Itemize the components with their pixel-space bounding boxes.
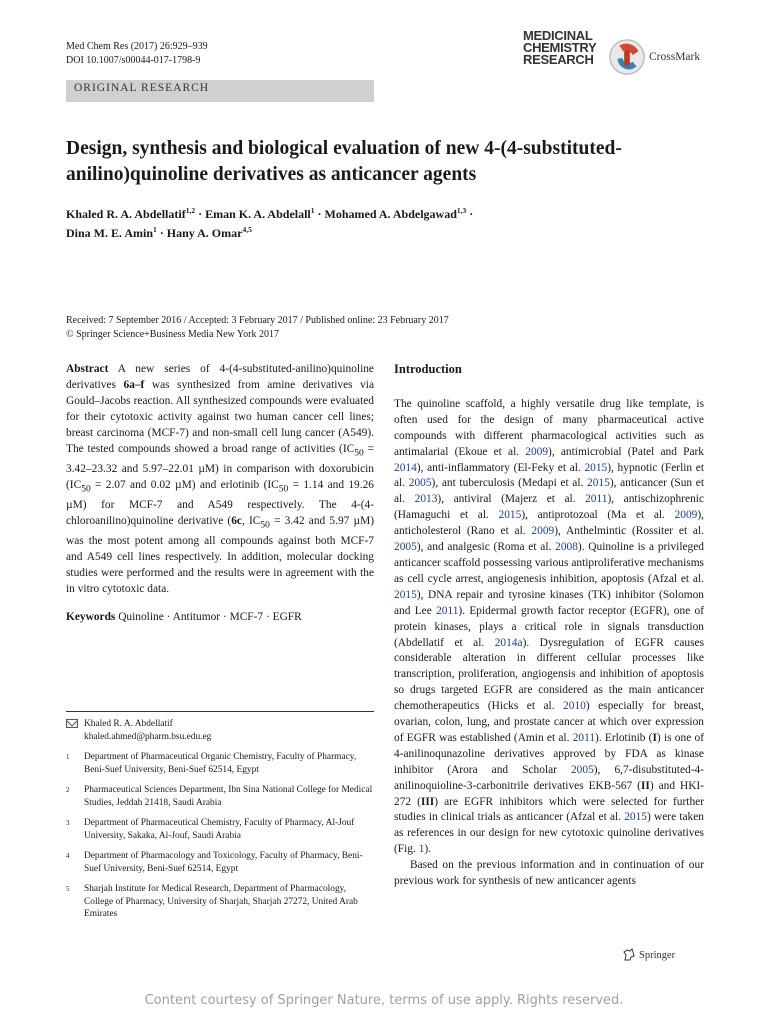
affiliation-item: [66, 817, 374, 842]
affiliation-text: Department of Pharmacology and Toxicology, Faculty of Pharmacy, Beni-Suef University, Beni-Suef 62514, Egypt: [84, 851, 363, 874]
footnotes: [66, 718, 374, 929]
affiliation-ref: 4,5: [242, 225, 252, 234]
citation-link[interactable]: 2015: [584, 461, 608, 474]
subscript: 50: [354, 447, 364, 458]
citation-link[interactable]: 2015: [394, 588, 417, 601]
history-line: Received: 7 September 2016 / Accepted: 3 February 2017 / Published online: 23 February 2017: [66, 315, 449, 326]
subscript: 50: [278, 483, 289, 494]
envelope-icon: [66, 719, 78, 728]
courtesy-notice: Content courtesy of Springer Nature, terms of use apply. Rights reserved.: [144, 993, 624, 1008]
paragraph-text: ), antiprotozoal (Ma et al.: [521, 509, 675, 522]
paragraph-text: ), antimicrobial (Patel and Park: [548, 445, 704, 458]
author-separator: ·: [314, 207, 325, 221]
compound-label: 6a–f: [123, 378, 145, 391]
affiliation-item: [66, 751, 374, 776]
affiliation-ref: 1,3: [456, 206, 467, 215]
paragraph-text: ), anti-inflammatory (El-Feky et al.: [416, 461, 585, 474]
author-name[interactable]: Mohamed A. Abdelgawad: [324, 207, 457, 221]
article-type: ORIGINAL RESEARCH: [74, 82, 210, 94]
introduction-paragraph: [394, 397, 704, 858]
paragraph-text: ), Anthelmintic (Rossiter et al.: [554, 525, 704, 538]
doi[interactable]: DOI 10.1007/s00044-017-1798-9: [66, 55, 201, 66]
author-line-2: [66, 222, 626, 241]
citation-link[interactable]: 2005: [394, 541, 417, 554]
affiliation-ref: 1: [153, 225, 157, 234]
citation-link[interactable]: 1: [418, 843, 425, 856]
abstract-text: = 3.42–23.32 and 5.97–22.01 µM) in comparison with doxorubicin (IC: [66, 442, 374, 491]
crossmark-label[interactable]: CrossMark: [649, 51, 701, 63]
author-name[interactable]: Hany A. Omar: [166, 226, 243, 240]
journal-logo: [523, 30, 596, 66]
paragraph-text: ) especially for breast, ovarian, colon, lung, and prostate cancer at which over expression of EGFR was established (Amin et al.: [394, 700, 704, 744]
citation-link[interactable]: 2005: [408, 477, 432, 490]
citation-link[interactable]: 2010: [563, 700, 586, 713]
keywords-text: Quinoline · Antitumor · MCF-7 · EGFR: [115, 610, 302, 623]
citation-link[interactable]: 2011: [585, 493, 608, 506]
citation-link[interactable]: 2009: [531, 525, 555, 538]
abstract-text: = 2.07 and 0.02 µM) and erlotinib (IC: [90, 478, 279, 491]
paragraph-text: ), antiviral (Majerz et al.: [437, 493, 586, 506]
affiliation-number: 1: [66, 753, 70, 761]
compound-label: 6c: [231, 514, 242, 527]
paragraph-text: ), anticholesterol (Rano et al.: [394, 509, 704, 538]
affiliation-list: [66, 751, 374, 921]
affiliation-ref: 1,2: [185, 206, 196, 215]
section-heading: Introduction: [394, 362, 462, 376]
subscript: 50: [81, 483, 91, 494]
paragraph-text: ). Dysregulation of EGFR causes considerable alteration in different cellular processes like transcription, proliferation, angiogensis and inhibition of apoptosis so drugs targeted EGFR are considered as the main anticancer chemotherapeutics (Hicks et al.: [394, 636, 704, 713]
affiliation-number: 5: [66, 885, 70, 893]
paragraph-text: ) were taken as references in our design for new cytotoxic quinoline derivatives (Fig.: [394, 811, 704, 856]
keywords-label: Keywords: [66, 610, 116, 623]
paragraph-text: ).: [424, 843, 432, 856]
affiliation-ref: 1: [310, 206, 315, 215]
journal-citation: [66, 40, 208, 68]
paragraph-text: ). Quinoline is a privileged anticancer scaffold possessing various antiproliferative mechanisms as cell cycle arrest, angiogenesis inhibition, apoptosis (Afzal et al.: [394, 541, 704, 585]
citation-link[interactable]: 2015: [624, 811, 647, 824]
abstract: [66, 362, 374, 598]
citation-link[interactable]: 2014a: [494, 636, 523, 649]
abstract-column: [66, 362, 374, 625]
paragraph-text: ), 6,7-disubstituted-4-anilinoquioline-3-carbonitrile derivatives EKB-567 (: [394, 763, 704, 792]
abstract-text: = 1.14 and 19.26 µM) for MCF-7 and A549 respectively. The 4-(4-chloroanilino)quinoline derivative (: [66, 478, 374, 527]
correspondence: [66, 718, 374, 743]
citation-link[interactable]: 2011: [572, 731, 596, 744]
abstract-text: = 3.42 and 5.97 µM) was the most potent among all compounds against both MCF-7 and A549 cell lines respectively. In addition, molecular docking studies were performed and the results were in agreement with the in vitro cytotoxic data.: [66, 514, 374, 595]
affiliation-item: [66, 883, 374, 921]
author-separator: ·: [195, 207, 206, 221]
affiliation-item: [66, 784, 374, 809]
author-name[interactable]: Eman K. A. Abdelall: [205, 207, 311, 221]
compound-label: I: [652, 731, 657, 744]
abstract-text: was synthesized from amine derivatives via Gould–Jacobs reaction. All synthesized compounds were evaluated for their cytotoxic activity against two human cancer cell lines; breast carcinoma (MCF-7) and non-small cell lung cancer (A549). The tested compounds showed a broad range of activities (IC: [66, 378, 374, 455]
springer-horse-icon: [622, 948, 636, 962]
affiliation-number: 4: [66, 852, 70, 860]
paragraph-text: ) and HKI-272 (: [394, 779, 705, 808]
citation-link[interactable]: 2015: [587, 477, 610, 490]
citation-link[interactable]: 2014: [394, 461, 417, 474]
paragraph-text: ), hypnotic (Ferlin et al.: [394, 461, 704, 490]
paragraph-text: ) are EGFR inhibitors which were selected for further studies in clinical trials as anticancer (Afzal et al.: [394, 795, 705, 824]
affiliation-item: [66, 850, 374, 875]
publisher-mark: [622, 948, 675, 962]
citation-link[interactable]: 2009: [525, 445, 549, 458]
paragraph-text: ), antischizophrenic (Hamaguchi et al.: [394, 493, 704, 522]
affiliation-text: Department of Pharmaceutical Organic Chemistry, Faculty of Pharmacy, Beni-Suef University, Beni-Suef 62514, Egypt: [84, 752, 357, 775]
keywords: [66, 610, 374, 626]
copyright-line: © Springer Science+Business Media New York 2017: [66, 329, 279, 340]
affiliation-number: 2: [66, 786, 70, 794]
paragraph-text: ), ant tuberculosis (Medapi et al.: [431, 477, 588, 490]
abstract-text: , IC: [242, 514, 261, 527]
author-list: [66, 203, 626, 241]
article-title: Design, synthesis and biological evaluation of new 4-(4-substituted-anilino)quinoline derivatives as anticancer agents: [66, 138, 622, 185]
paragraph-text: ). Epidermal growth factor receptor (EGFR), one of protein kinases, plays a critical role in signals transduction (Abdellatif et al.: [394, 604, 705, 649]
abstract-label: Abstract: [66, 363, 109, 375]
paragraph-text: The quinoline scaffold, a highly versatile drug like template, is often used for the design of many pharmaceutical active compounds with different pharmacological activities such as antimalarial (Ekoue et al.: [394, 397, 704, 458]
paragraph-text: ). Erlotinib (: [595, 731, 653, 744]
affiliation-text: Department of Pharmaceutical Chemistry, Faculty of Pharmacy, Al-Jouf University, Sakaka, Al-Jouf, Saudi Arabia: [84, 818, 355, 841]
compound-label: III: [420, 795, 435, 808]
footnote-divider: [66, 711, 374, 712]
article-type-band: [66, 80, 374, 102]
author-name[interactable]: Dina M. E. Amin: [66, 226, 154, 240]
abstract-text: A new series of 4-(4-substituted-anilino)quinoline derivatives: [66, 363, 374, 391]
journal-line: Med Chem Res (2017) 26:929–939: [66, 41, 208, 52]
author-name[interactable]: Khaled R. A. Abdellatif: [66, 207, 186, 221]
logo-line: CHEMISTRY: [523, 40, 597, 55]
citation-link[interactable]: 2011: [436, 604, 459, 617]
introduction-paragraph: Based on the previous information and in continuation of our previous work for synthesis of new anticancer agents: [394, 859, 704, 888]
crossmark-icon[interactable]: [608, 38, 646, 76]
citation-link[interactable]: 2009: [674, 509, 698, 522]
citation-link[interactable]: 2013: [414, 493, 438, 506]
citation-link[interactable]: 2008: [555, 541, 578, 554]
author-separator: ·: [466, 207, 474, 221]
compound-label: II: [640, 779, 650, 792]
paragraph-text: ) is one of 4-anilinoqunazoline derivatives approved by FDA as kinase inhibitor (Arora and Scholar: [394, 731, 704, 776]
publisher-name: Springer: [639, 949, 676, 961]
author-line-1: [66, 203, 626, 222]
introduction-column: [394, 362, 704, 890]
affiliation-number: 3: [66, 819, 70, 827]
corresponding-author: Khaled R. A. Abdellatif: [84, 719, 173, 729]
subscript: 50: [260, 520, 270, 530]
affiliation-text: Sharjah Institute for Medical Research, Department of Pharmacology, College of Pharmacy, University of Sharjah, Sharjah 27272, United Arab Emirates: [84, 884, 358, 919]
citation-link[interactable]: 2015: [498, 509, 522, 522]
email-link[interactable]: khaled.ahmed@pharm.bsu.edu.eg: [84, 731, 212, 742]
affiliation-text: Pharmaceutical Sciences Department, Ibn Sina National College for Medical Studies, Jeddah 21418, Saudi Arabia: [84, 785, 373, 808]
citation-link[interactable]: 2005: [570, 763, 594, 776]
paragraph-text: ), anticancer (Sun et al.: [394, 477, 704, 506]
publication-dates: [66, 314, 449, 342]
logo-line: RESEARCH: [523, 52, 594, 67]
author-separator: ·: [156, 226, 167, 240]
logo-line: MEDICINAL: [523, 28, 593, 43]
paragraph-text: ), DNA repair and tyrosine kinases (TK) inhibitor (Solomon and Lee: [394, 588, 704, 617]
paragraph-text: ), and analgesic (Roma et al.: [416, 541, 556, 554]
